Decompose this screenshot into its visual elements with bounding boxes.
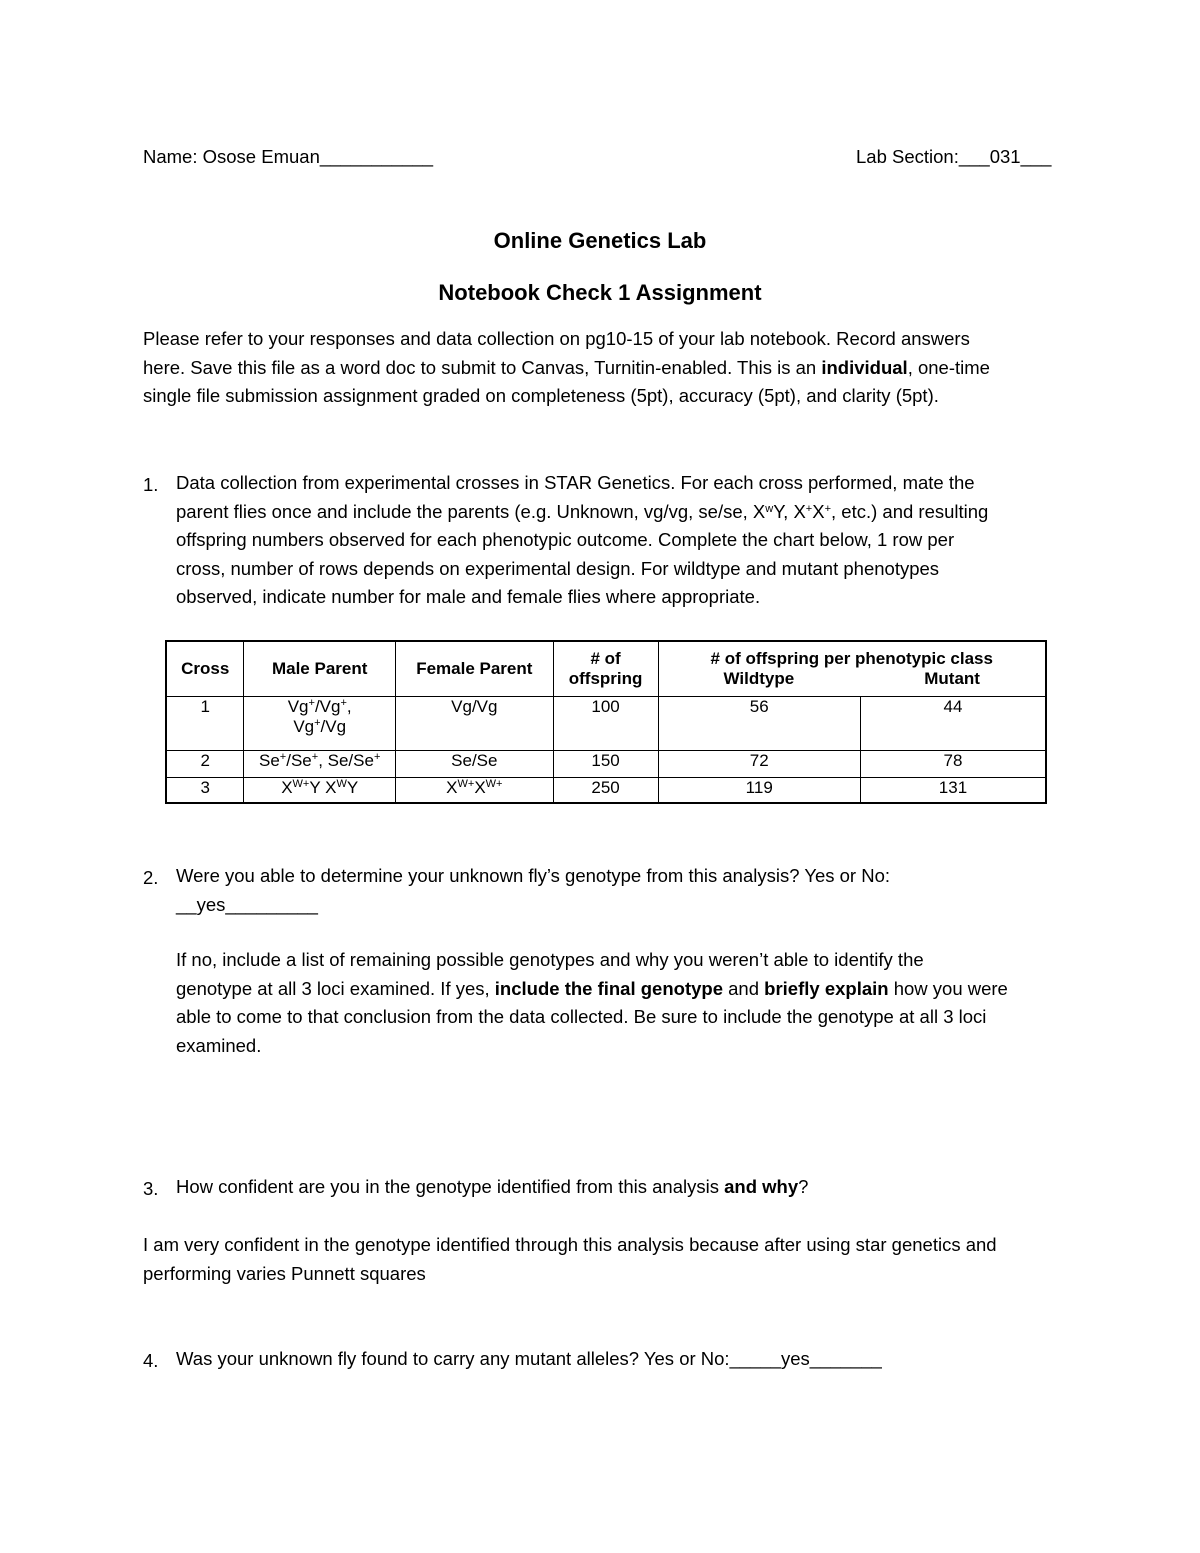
lab-section-value: ___031___ [958, 146, 1052, 167]
q3-answer-line-1: I am very confident in the genotype identified through this analysis because after using star genetics and [143, 1234, 997, 1255]
intro-line-1: Please refer to your responses and data collection on pg10-15 of your lab notebook. Record answers [143, 328, 970, 349]
cell-female-parent: Se/Se [396, 751, 554, 778]
header-male-parent: Male Parent [244, 641, 396, 697]
q3-line-c: ? [798, 1176, 809, 1197]
cell-cross: 2 [166, 751, 244, 778]
q1-number: 1. [143, 474, 159, 495]
intro-line-2-a: here. Save this file as a word doc to submit to Canvas, Turnitin-enabled. This is an [143, 356, 822, 378]
intro-line-2-c: , one-time [907, 356, 990, 378]
cell-male-parent: Se+/Se+, Se/Se+ [244, 751, 396, 778]
cell-wildtype: 56 [658, 697, 860, 751]
q2-p2-a: genotype at all 3 loci examined. If yes, [176, 977, 495, 999]
q1-line-4: cross, number of rows depends on experimental design. For wildtype and mutant phenotypes [176, 557, 940, 579]
q3-line-bold: and why [724, 1176, 799, 1197]
header-phenotypic-class [658, 641, 1046, 697]
header-num-offspring-1: # of [590, 649, 621, 668]
name-blank: ___________ [319, 146, 434, 167]
intro-line-2 [143, 354, 1063, 383]
q3-number: 3. [143, 1178, 159, 1199]
q3-answer-line-2: performing varies Punnett squares [143, 1262, 426, 1284]
cell-wildtype: 72 [658, 751, 860, 778]
header-female-parent: Female Parent [396, 641, 554, 697]
cell-offspring: 150 [553, 751, 658, 778]
name-line [143, 148, 433, 167]
q2-p2-c: and [723, 977, 765, 999]
header-wildtype: Wildtype [723, 669, 795, 688]
q2-p2-bold-genotype: include the final genotype [494, 977, 723, 999]
q1-line-2: parent flies once and include the parents (e.g. Unknown, vg/vg, se/se, $X^wY$, X+X+, etc.) and resulting [176, 500, 989, 522]
q2-answer: __yes_________ [176, 893, 318, 915]
q2-p2-bold-explain: briefly explain [764, 977, 889, 999]
page-title: Online Genetics Lab [493, 228, 707, 253]
table-row [166, 778, 1046, 803]
q4-number: 4. [143, 1350, 159, 1371]
cell-cross: 3 [166, 778, 244, 803]
header-cross: Cross [166, 641, 244, 697]
q4-text [176, 1345, 1066, 1374]
header-mutant: Mutant [924, 669, 980, 688]
q1-line-5: observed, indicate number for male and female flies where appropriate. [176, 586, 761, 608]
table-header-row [166, 641, 1046, 697]
page-subtitle: Notebook Check 1 Assignment [438, 280, 762, 305]
q2-line-1: Were you able to determine your unknown fly’s genotype from this analysis? Yes or No: [176, 865, 891, 886]
q2-number: 2. [143, 867, 159, 888]
cell-offspring: 250 [553, 778, 658, 803]
header-num-offspring-2: offspring [568, 669, 643, 688]
q2-p3: able to come to that conclusion from the data collected. Be sure to include the genotype at all 3 loci [176, 1006, 987, 1028]
q1-line-1: Data collection from experimental crosses in STAR Genetics. For each cross performed, mate the [176, 472, 975, 493]
name-label: Name: Osose Emuan [143, 146, 320, 167]
q2-p2-e: how you were [888, 977, 1008, 999]
cell-offspring: 100 [553, 697, 658, 751]
header-subcols [659, 669, 1046, 689]
cell-male-parent: $X^{W+}Y$ $X^WY$ [244, 778, 396, 803]
cell-wildtype: 119 [658, 778, 860, 803]
q2-p2 [176, 975, 1066, 1004]
cell-cross: 1 [166, 697, 244, 751]
cell-male-parent: Vg+/Vg+, Vg+/Vg [244, 697, 396, 751]
cell-female-parent: Vg/Vg [396, 697, 554, 751]
q3-line-a: How confident are you in the genotype identified from this analysis [176, 1176, 725, 1197]
lab-section-label: Lab Section: [856, 146, 959, 167]
q2-text [176, 862, 1066, 919]
q2-p1: If no, include a list of remaining possible genotypes and why you weren’t able to identify the [176, 949, 924, 970]
cell-female-parent: $X^{W+}X^{W+}$ [396, 778, 554, 803]
intro-paragraph [143, 325, 1063, 411]
q1-text [176, 469, 1066, 612]
intro-individual: individual [821, 356, 908, 378]
q1-line-3: offspring numbers observed for each phenotypic outcome. Complete the chart below, 1 row per [176, 529, 955, 551]
table-row [166, 751, 1046, 778]
cell-mutant: 131 [860, 778, 1046, 803]
cell-mutant: 78 [860, 751, 1046, 778]
q4-answer: _____yes_______ [729, 1348, 882, 1369]
q2-p4: examined. [176, 1034, 262, 1056]
header-phenotypic-title: # of offspring per phenotypic class [710, 649, 993, 668]
table-row [166, 697, 1046, 751]
header-num-offspring [553, 641, 658, 697]
intro-line-3: single file submission assignment graded on completeness (5pt), accuracy (5pt), and clarity (5pt). [143, 385, 939, 407]
q2-instructions [176, 946, 1066, 1060]
lab-section-line [856, 148, 1051, 167]
q3-answer [143, 1231, 1073, 1288]
crosses-table [165, 640, 1047, 804]
q3-text [176, 1173, 1066, 1202]
q4-question: Was your unknown fly found to carry any mutant alleles? Yes or No: [176, 1348, 730, 1369]
cell-mutant: 44 [860, 697, 1046, 751]
